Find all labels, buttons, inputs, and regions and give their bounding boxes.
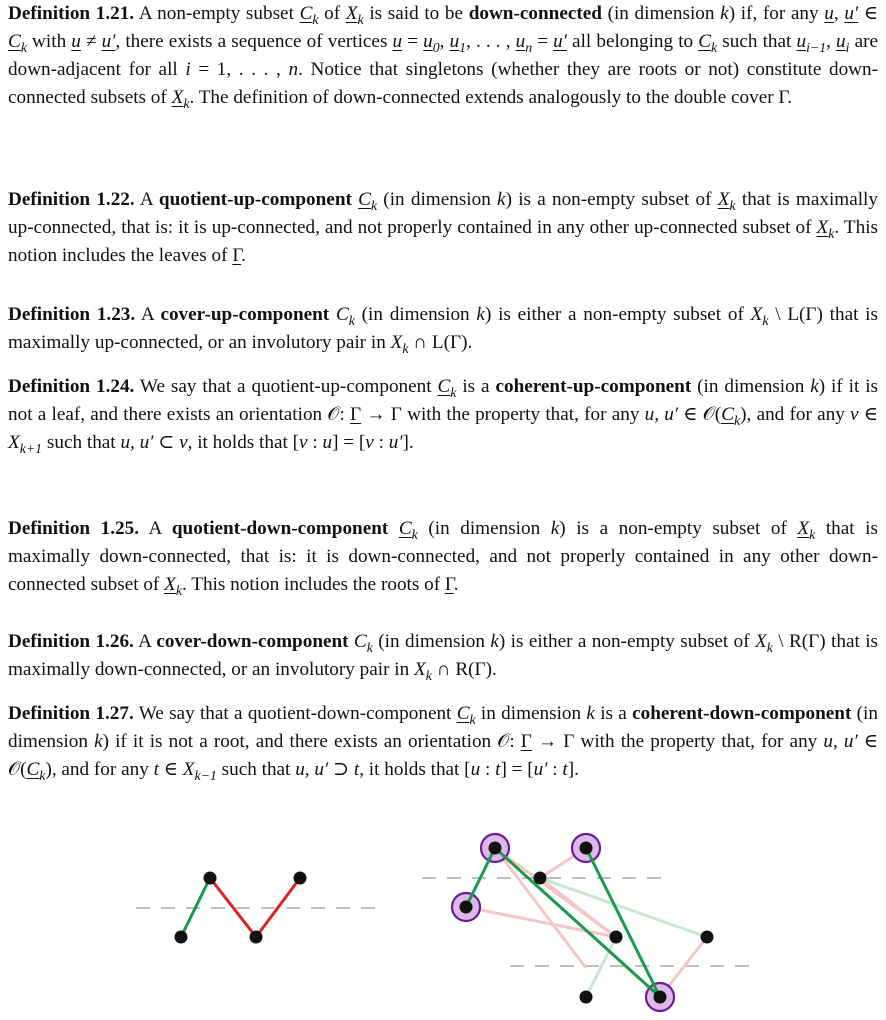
text-segment: k — [711, 39, 718, 55]
text-segment: (in dimension — [372, 631, 491, 652]
text-segment: : — [480, 759, 496, 780]
text-segment: k+1 — [19, 440, 43, 456]
text-segment: X — [345, 3, 358, 24]
text-segment: u — [470, 759, 481, 780]
text-segment: k — [762, 312, 769, 328]
text-segment: t — [353, 759, 360, 780]
text-segment: \ R(Γ) that is maximally down-connected, or an involutory pair in — [8, 631, 878, 680]
text-segment: X — [755, 631, 767, 652]
vertex — [489, 842, 502, 855]
text-segment: t — [562, 759, 568, 780]
text-segment: (in dimension — [601, 3, 721, 24]
text-segment: . Notice that singletons (whether they are roots or not) constitute down-connected subsets of — [8, 59, 879, 108]
text-segment: . This notion includes the leaves of — [8, 217, 878, 266]
text-segment: u — [796, 31, 807, 52]
text-segment: A — [140, 304, 161, 325]
text-segment: u, u′ — [120, 432, 154, 453]
text-segment: k — [490, 631, 499, 652]
text-segment: k — [366, 639, 373, 655]
text-segment: such that — [216, 759, 296, 780]
text-segment: n — [525, 39, 533, 55]
text-segment: C — [721, 404, 735, 425]
text-segment: k — [357, 11, 364, 27]
text-segment: k — [729, 197, 736, 213]
text-segment: such that — [717, 31, 797, 52]
text-segment: k — [476, 304, 485, 325]
text-segment: C — [335, 304, 349, 325]
definition-label: Definition 1.25. — [8, 518, 140, 539]
text-segment: ), and for any — [740, 404, 851, 425]
text-segment: k — [586, 703, 595, 724]
text-segment: k — [183, 95, 190, 111]
text-segment: n — [288, 59, 299, 80]
text-segment: ) is a non-empty subset of — [559, 518, 798, 539]
text-segment: k — [450, 384, 457, 400]
text-segment: k — [766, 639, 773, 655]
text-segment: X — [750, 304, 763, 325]
text-segment: . — [241, 245, 246, 266]
text-segment: is said to be — [363, 3, 469, 24]
text-segment: k — [734, 412, 741, 428]
text-segment: coherent-up-component — [495, 376, 692, 397]
text-segment: = — [402, 31, 424, 52]
text-segment: Γ — [444, 574, 454, 595]
text-segment: that is maximally up-connected, that is: it is up-connected, and not properly contained in any other up-connected subset of — [8, 189, 878, 238]
vertex — [580, 991, 593, 1004]
text-segment: ⊂ — [153, 432, 180, 453]
text-segment: u′ — [101, 31, 116, 52]
text-segment: i — [845, 39, 850, 55]
text-segment: v — [850, 404, 859, 425]
text-segment: . — [453, 574, 459, 595]
text-segment: coherent-down-component — [632, 703, 852, 724]
text-segment: k — [402, 340, 409, 356]
text-segment: C — [299, 3, 313, 24]
text-segment: X — [182, 759, 195, 780]
text-segment: u — [423, 31, 433, 52]
text-segment: Γ — [232, 245, 242, 266]
text-segment: A — [148, 518, 172, 539]
text-segment: . The definition of down-connected extends analogously to the double cover Γ. — [189, 87, 793, 108]
text-segment: Γ — [350, 404, 362, 425]
vertex — [580, 842, 593, 855]
text-segment: u′ — [388, 432, 403, 453]
text-segment: = — [532, 31, 554, 52]
faint-green-edge — [586, 937, 616, 997]
green-edge — [495, 848, 660, 997]
text-segment: v — [179, 432, 188, 453]
text-segment: u, u′ — [644, 404, 679, 425]
text-segment: v — [299, 432, 308, 453]
text-segment: u, u′ — [823, 731, 858, 752]
text-segment: X — [8, 432, 20, 453]
text-segment: (in dimension — [691, 376, 811, 397]
text-segment: such that — [42, 432, 121, 453]
text-segment: C — [437, 376, 451, 397]
text-segment: X — [816, 217, 829, 238]
text-segment: C — [358, 189, 371, 210]
text-segment: = 1, . . . , — [190, 59, 289, 80]
vertex — [654, 991, 667, 1004]
text-segment: (in dimension — [354, 304, 477, 325]
right-graph — [422, 834, 752, 1011]
text-segment: u — [824, 3, 834, 24]
text-segment: ), and for any — [45, 759, 154, 780]
text-segment: (in dimension — [377, 189, 498, 210]
text-segment: with — [26, 31, 72, 52]
text-segment: k — [175, 582, 182, 598]
definition-label: Definition 1.23. — [8, 304, 136, 325]
text-segment: i−1 — [806, 39, 827, 55]
text-segment: k — [809, 526, 816, 542]
text-segment: k — [411, 526, 418, 542]
text-segment: is a — [456, 376, 496, 397]
text-segment: , . . . , — [466, 31, 516, 52]
definition-label: Definition 1.26. — [8, 631, 134, 652]
text-segment: 0 — [432, 39, 440, 55]
text-segment: (in dimension — [417, 518, 551, 539]
text-segment: X — [390, 332, 403, 353]
text-segment: ) if it is not a root, and there exists an orientation 𝒪: — [102, 731, 521, 752]
text-segment: u′ — [844, 3, 859, 24]
text-segment: C — [398, 518, 412, 539]
definition-label: Definition 1.27. — [8, 703, 134, 724]
text-segment: all belonging to — [566, 31, 699, 52]
text-segment: , — [826, 31, 837, 52]
text-segment: k — [94, 731, 103, 752]
text-segment: ∈ — [858, 3, 878, 24]
text-segment: of — [318, 3, 346, 24]
vertex — [701, 931, 714, 944]
text-segment: ∈ — [858, 404, 878, 425]
text-segment: (in dimension — [8, 703, 878, 752]
text-segment: k — [720, 3, 729, 24]
text-segment: k — [469, 711, 476, 727]
text-segment: cover-down-component — [156, 631, 349, 652]
text-segment: u — [836, 31, 846, 52]
text-segment: A — [138, 631, 157, 652]
text-segment: : — [373, 432, 389, 453]
text-segment: ) if, for any — [728, 3, 825, 24]
text-segment: k−1 — [194, 767, 217, 783]
text-segment: ] = [ — [500, 759, 534, 780]
text-segment: is a — [594, 703, 633, 724]
text-segment: ∈ 𝒪( — [678, 404, 722, 425]
text-segment: k — [810, 376, 819, 397]
text-segment: , — [439, 31, 450, 52]
text-segment: ∈ 𝒪( — [8, 731, 878, 780]
text-segment: X — [171, 87, 184, 108]
text-segment: u — [449, 31, 460, 52]
text-segment: 1 — [459, 39, 467, 55]
text-segment: , it holds that [ — [359, 759, 471, 780]
text-segment: in dimension — [475, 703, 587, 724]
definition-label: Definition 1.24. — [8, 376, 135, 397]
text-segment: k — [20, 39, 27, 55]
text-segment: , — [833, 3, 845, 24]
text-segment: ∩ L(Γ). — [408, 332, 473, 353]
text-segment: k — [39, 767, 46, 783]
text-segment: t — [153, 759, 159, 780]
text-segment: We say that a quotient-up-component — [139, 376, 438, 397]
text-segment: → Γ with the property that, for any — [531, 731, 824, 752]
text-segment: C — [456, 703, 470, 724]
text-segment: k — [348, 312, 355, 328]
text-segment: ∩ R(Γ). — [431, 659, 497, 680]
text-segment: C — [26, 759, 40, 780]
text-segment: u — [515, 31, 526, 52]
text-segment: X — [414, 659, 426, 680]
text-segment: A non-empty subset — [138, 3, 300, 24]
definition-label: Definition 1.21. — [8, 3, 135, 24]
text-segment: ) is a non-empty subset of — [505, 189, 718, 210]
text-segment: . This notion includes the roots of — [182, 574, 445, 595]
text-segment: ) is either a non-empty subset of — [484, 304, 751, 325]
vertex — [175, 931, 188, 944]
text-segment: u′ — [533, 759, 548, 780]
text-segment: k — [370, 197, 378, 213]
definition-label: Definition 1.22. — [8, 189, 135, 210]
text-segment: that is maximally down-connected, that is: it is down-connected, and not properly contained in any other down-connected subset of — [8, 518, 878, 595]
text-segment: C — [8, 31, 21, 52]
text-segment: : — [307, 432, 323, 453]
text-segment: down-connected — [468, 3, 602, 24]
green-edge — [181, 878, 210, 937]
text-segment: C — [698, 31, 712, 52]
text-segment: X — [717, 189, 730, 210]
text-segment: C — [353, 631, 367, 652]
vertex — [250, 931, 263, 944]
text-segment: u — [392, 31, 403, 52]
green-edge — [466, 848, 495, 907]
text-segment: ) if it is not a leaf, and there exists an orientation 𝒪: — [8, 376, 878, 425]
text-segment: k — [497, 189, 506, 210]
text-segment: u — [322, 432, 333, 453]
text-segment: cover-up-component — [160, 304, 330, 325]
text-segment: k — [312, 11, 319, 27]
text-segment: t — [495, 759, 501, 780]
text-segment: ]. — [402, 432, 414, 453]
text-segment: are down-adjacent for all — [8, 31, 879, 80]
text-segment: u′ — [553, 31, 567, 52]
text-segment: X — [797, 518, 810, 539]
text-segment: , there exists a sequence of vertices — [115, 31, 393, 52]
text-segment: X — [164, 574, 176, 595]
text-segment: u, u′ — [295, 759, 329, 780]
text-segment: : — [547, 759, 563, 780]
text-segment: ⊃ — [328, 759, 354, 780]
text-segment: ∈ — [158, 759, 183, 780]
text-segment: ]. — [567, 759, 579, 780]
vertex — [534, 872, 547, 885]
text-segment: → Γ with the property that, for any — [361, 404, 645, 425]
text-segment: \ L(Γ) that is maximally up-connected, or an involutory pair in — [8, 304, 878, 353]
text-segment: ] = [ — [332, 432, 366, 453]
text-segment: ≠ — [80, 31, 102, 52]
text-segment: k — [828, 225, 835, 241]
vertex — [204, 872, 217, 885]
text-segment: ) is either a non-empty subset of — [498, 631, 756, 652]
text-segment: A — [139, 189, 159, 210]
left-graph — [136, 872, 376, 944]
vertex — [610, 931, 623, 944]
text-segment: , it holds that [ — [187, 432, 300, 453]
faint-red-edge — [495, 848, 586, 968]
text-segment: k — [425, 667, 432, 683]
text-segment: k — [550, 518, 560, 539]
vertex — [460, 901, 473, 914]
text-segment: Γ — [520, 731, 532, 752]
text-segment: quotient-up-component — [158, 189, 352, 210]
text-segment: i — [185, 59, 191, 80]
text-segment: v — [365, 432, 374, 453]
text-segment: We say that a quotient-down-component — [138, 703, 457, 724]
text-segment: quotient-down-component — [171, 518, 389, 539]
vertex — [294, 872, 307, 885]
text-segment: u — [71, 31, 81, 52]
